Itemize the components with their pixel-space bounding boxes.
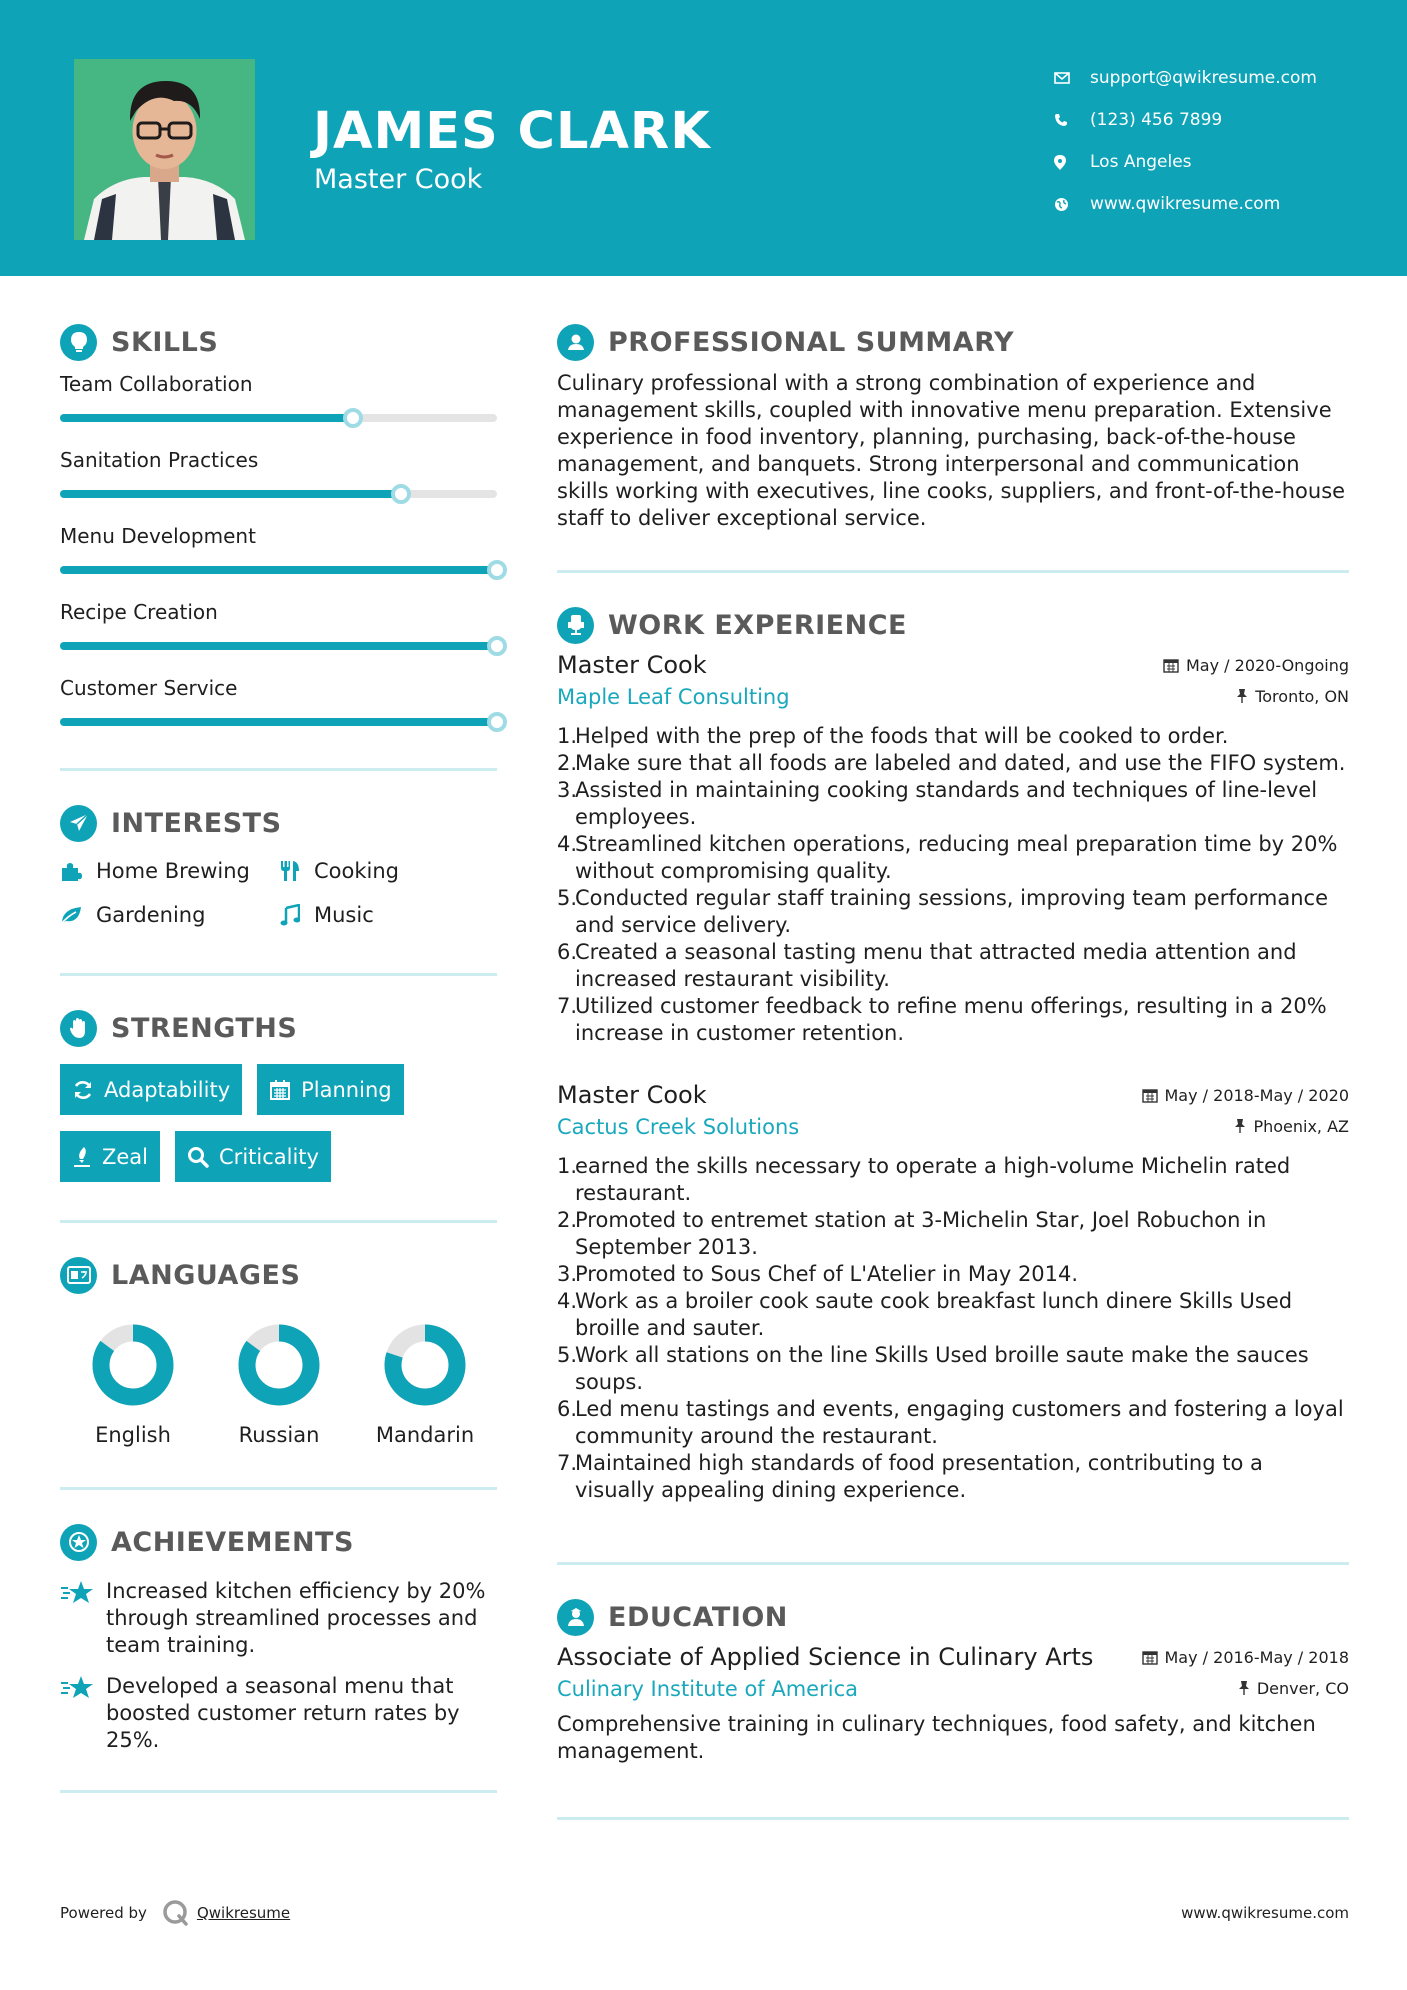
skill-bar-knob [487,712,507,732]
pen-icon [72,1146,92,1168]
briefcase-icon [557,607,594,644]
puzzle-icon [60,860,82,882]
utensils-icon [280,860,300,882]
strength-tag [60,1131,160,1182]
pushpin-icon [1234,1118,1246,1134]
contact-list [1054,57,1317,225]
achievement-text: Increased kitchen efficiency by 20% through streamlined processes and team training. [106,1579,486,1657]
language-label: Russian [238,1423,320,1447]
experience-heading [557,603,1349,647]
summary-title: PROFESSIONAL SUMMARY [608,326,1015,358]
strength-label: Planning [301,1077,392,1102]
job-duties [557,723,1349,1047]
education-header [557,1643,1349,1671]
education-date-text: May / 2016-May / 2018 [1164,1647,1349,1667]
interest-label: Home Brewing [96,859,250,883]
user-icon [557,324,594,361]
leaf-icon [60,905,82,925]
contact-location-text: Los Angeles [1090,152,1192,172]
shooting-star-icon [60,1673,106,1754]
skill-label: Sanitation Practices [60,448,259,472]
contact-phone[interactable] [1054,99,1317,141]
language-donut-chart [381,1321,469,1409]
pushpin-icon [1238,1680,1250,1696]
hand-icon [60,1010,97,1047]
job-duty: 5. Work all stations on the line Skills Used broille saute make the sauces soups. [557,1343,1309,1394]
job-duty: 1. Helped with the prep of the foods that will be cooked to order. [557,724,1229,748]
qwikresume-logo-icon [161,1898,191,1928]
person-portrait-icon [74,59,255,240]
calendar-icon [1142,1087,1158,1103]
job-date-text: May / 2018-May / 2020 [1164,1085,1349,1105]
candidate-role: Master Cook [314,164,483,195]
skill-item [60,368,498,444]
achievements-title: ACHIEVEMENTS [111,1526,354,1558]
job-location-text: Toronto, ON [1255,686,1349,706]
achievement-text: Developed a seasonal menu that boosted customer return rates by 25%. [106,1674,460,1752]
job-entry [557,651,1349,1047]
strength-tag [175,1131,331,1182]
job-duty: 3. Promoted to Sous Chef of L'Atelier in May 2014. [557,1262,1079,1286]
page-footer [60,1898,1349,1928]
section-divider [557,570,1349,573]
job-subheader [557,685,1349,709]
skill-bar-knob [343,408,363,428]
language-donut-chart [89,1321,177,1409]
strength-label: Adaptability [104,1077,231,1102]
languages-heading [60,1253,498,1297]
job-duty: 1. earned the skills necessary to operate a high-volume Michelin rated restaurant. [557,1154,1291,1205]
language-item [206,1321,352,1447]
shooting-star-icon [60,1578,106,1659]
section-divider [60,1487,497,1490]
education-school: Culinary Institute of America [557,1677,858,1701]
powered-by-label: Powered by [60,1904,147,1922]
lightbulb-icon [60,324,97,361]
language-item [352,1321,498,1447]
experience-title: WORK EXPERIENCE [608,609,907,641]
job-location-text: Phoenix, AZ [1253,1116,1349,1136]
globe-icon [1054,197,1090,212]
job-duty: 4. Streamlined kitchen operations, reducing meal preparation time by 20% without compromising quality. [557,832,1338,883]
envelope-icon [1054,72,1090,84]
refresh-icon [72,1079,94,1101]
contact-phone-text: (123) 456 7899 [1090,110,1223,130]
contact-email-text: support@qwikresume.com [1090,68,1317,88]
education-description: Comprehensive training in culinary techniques, food safety, and kitchen management. [557,1712,1316,1763]
job-date-text: May / 2020-Ongoing [1186,655,1349,675]
job-duties [557,1153,1349,1504]
interest-label: Music [314,903,374,927]
contact-location [1054,141,1317,183]
languages-title: LANGUAGES [111,1259,301,1291]
interest-label: Cooking [314,859,399,883]
skills-title: SKILLS [111,326,219,358]
interest-label: Gardening [96,903,206,927]
skill-bar-fill [60,490,401,498]
job-location [1236,687,1349,706]
summary-text: Culinary professional with a strong combination of experience and management skills, coupled with innovative menu preparation. Extensive experience in food inventory, planning, purchasing, back-of-the-house management, and banquets. Strong interpersonal and communication skills working with executives, line cooks, suppliers, and front-of-the-house staff to deliver exceptional service. [557,371,1346,530]
education-location [1238,1679,1349,1698]
resume-header [0,0,1407,276]
skill-bar [60,718,497,726]
profile-photo [74,59,255,240]
skill-label: Team Collaboration [60,372,253,396]
education-heading [557,1595,1349,1639]
job-date [1142,1086,1350,1105]
paper-plane-icon [60,805,97,842]
skill-bar-knob [487,560,507,580]
strengths-heading [60,1006,498,1050]
calendar-icon [269,1079,291,1101]
job-duty: 7. Maintained high standards of food presentation, contributing to a visually appealing dining experience. [557,1451,1263,1502]
interest-item [280,857,480,885]
contact-email[interactable] [1054,57,1317,99]
skill-item [60,520,498,596]
job-company: Maple Leaf Consulting [557,685,790,709]
skill-bar-knob [487,636,507,656]
strength-tag [257,1064,403,1115]
interests-heading [60,801,498,845]
interests-list [60,857,498,929]
job-subheader [557,1115,1349,1139]
qwikresume-link[interactable]: Qwikresume [196,1904,291,1922]
job-duty: 6. Led menu tastings and events, engaging customers and fostering a loyal community around the restaurant. [557,1397,1344,1448]
skill-bar-knob [391,484,411,504]
strength-tag [60,1064,242,1115]
skill-bar-fill [60,718,497,726]
strength-label: Criticality [219,1144,319,1169]
section-divider [557,1562,1349,1565]
education-entry [557,1643,1349,1765]
job-duty: 7. Utilized customer feedback to refine menu offerings, resulting in a 20% increase in customer retention. [557,994,1327,1045]
powered-by [60,1898,290,1928]
education-title: EDUCATION [608,1601,788,1633]
footer-website[interactable]: www.qwikresume.com [1181,1904,1349,1922]
summary-heading [557,320,1349,364]
section-divider [60,973,497,976]
skills-heading [60,320,498,364]
skill-bar-fill [60,566,497,574]
education-location-text: Denver, CO [1256,1678,1349,1698]
job-duty: 2. Make sure that all foods are labeled and dated, and use the FIFO system. [557,751,1346,775]
candidate-name: JAMES CLARK [313,102,711,161]
language-donut-chart [235,1321,323,1409]
achievement-item [60,1673,498,1754]
calendar-icon [1163,657,1179,673]
job-duty: 6. Created a seasonal tasting menu that attracted media attention and increased restaurant visibility. [557,940,1297,991]
education-date [1142,1648,1350,1667]
languages-list [60,1321,498,1447]
job-date [1163,656,1349,675]
interest-item [60,901,280,929]
achievements-heading [60,1520,498,1564]
section-divider [60,1790,497,1793]
skill-bar [60,490,497,498]
pushpin-icon [1236,688,1248,704]
contact-website[interactable] [1054,183,1317,225]
job-header [557,651,1349,679]
strength-label: Zeal [102,1144,149,1169]
skill-bar [60,566,497,574]
contact-website-text: www.qwikresume.com [1090,194,1281,214]
skill-bar-fill [60,414,353,422]
skill-bar [60,642,497,650]
calendar-icon [1142,1649,1158,1665]
job-location [1234,1117,1349,1136]
skill-item [60,596,498,672]
skill-item [60,444,498,520]
job-title: Master Cook [557,651,707,679]
strengths-list [60,1064,498,1182]
skill-label: Menu Development [60,524,256,548]
right-column [557,320,1349,1820]
skills-list [60,368,498,748]
section-divider [60,1220,497,1223]
phone-icon [1054,113,1090,127]
interest-item [60,857,280,885]
job-company: Cactus Creek Solutions [557,1115,800,1139]
job-duty: 5. Conducted regular staff training sessions, improving team performance and service delivery. [557,886,1329,937]
job-duty: 2. Promoted to entremet station at 3-Michelin Star, Joel Robuchon in September 2013. [557,1208,1267,1259]
language-label: English [95,1423,171,1447]
star-badge-icon [60,1524,97,1561]
search-icon [187,1146,209,1168]
music-icon [280,904,300,926]
section-divider [557,1817,1349,1820]
skill-bar [60,414,497,422]
interest-item [280,901,480,929]
skill-label: Recipe Creation [60,600,218,624]
strengths-title: STRENGTHS [111,1012,298,1044]
left-column [60,320,498,1793]
job-entry [557,1081,1349,1504]
job-title: Master Cook [557,1081,707,1109]
achievement-item [60,1578,498,1659]
language-item [60,1321,206,1447]
interests-title: INTERESTS [111,807,282,839]
skill-label: Customer Service [60,676,238,700]
skill-item [60,672,498,748]
skill-bar-fill [60,642,497,650]
section-divider [60,768,497,771]
education-degree: Associate of Applied Science in Culinary Arts [557,1643,1094,1671]
education-subheader [557,1677,1349,1701]
job-header [557,1081,1349,1109]
language-label: Mandarin [375,1423,475,1447]
map-pin-icon [1054,155,1090,170]
job-duty: 3. Assisted in maintaining cooking standards and techniques of line-level employees. [557,778,1318,829]
graduate-icon [557,1599,594,1636]
translate-icon [60,1257,97,1294]
job-duty: 4. Work as a broiler cook saute cook breakfast lunch dinere Skills Used broille and sauter. [557,1289,1293,1340]
